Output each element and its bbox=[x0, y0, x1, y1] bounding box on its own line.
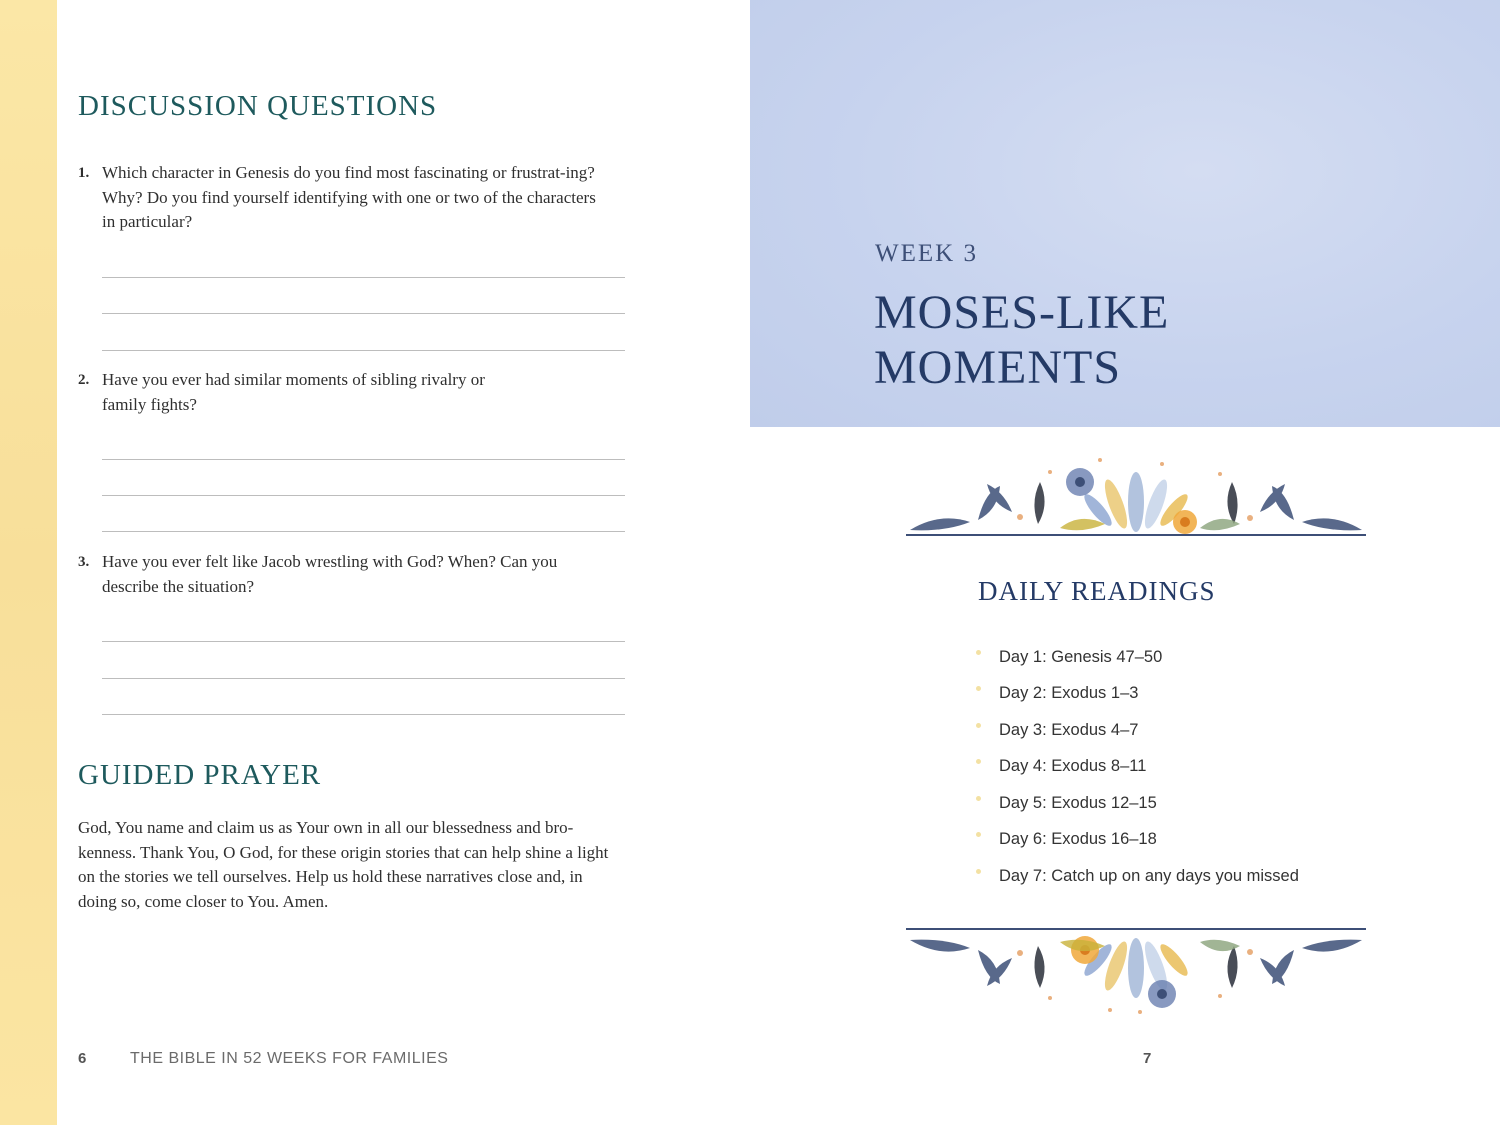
answer-line[interactable] bbox=[102, 350, 625, 351]
daily-readings-heading: DAILY READINGS bbox=[978, 576, 1216, 606]
reading-bullet bbox=[976, 869, 981, 874]
answer-line[interactable] bbox=[102, 531, 625, 532]
page-number-left: 6 bbox=[78, 1050, 87, 1067]
prayer-text: God, You name and claim us as Your own in all our blessedness and bro-kenness. Thank You, O God, for these origin stories that can help shine a light on the stories we tell ourselves. Help us hold these narratives close and, in doing so, come closer to You. Amen. bbox=[78, 818, 609, 911]
answer-line[interactable] bbox=[102, 678, 625, 679]
week-label: WEEK 3 bbox=[875, 240, 978, 267]
reading-bullet bbox=[976, 650, 981, 655]
reading-bullet bbox=[976, 686, 981, 691]
question-number: 2. bbox=[78, 372, 90, 388]
divider-line-top bbox=[906, 534, 1366, 536]
answer-line[interactable] bbox=[102, 495, 625, 496]
reading-bullet bbox=[976, 723, 981, 728]
floral-ornament-top-icon bbox=[900, 452, 1372, 542]
week-title bbox=[874, 285, 1169, 395]
reading-bullet bbox=[976, 759, 981, 764]
reading-item-day-7: Day 7: Catch up on any days you missed bbox=[999, 867, 1299, 885]
reading-item-day-4: Day 4: Exodus 8–11 bbox=[999, 757, 1147, 775]
reading-item-day-6: Day 6: Exodus 16–18 bbox=[999, 830, 1157, 848]
question-text: Have you ever had similar moments of sibling rivalry or family fights? bbox=[102, 370, 485, 414]
running-footer-title: THE BIBLE IN 52 WEEKS FOR FAMILIES bbox=[130, 1050, 449, 1067]
week-title-line-2: MOMENTS bbox=[874, 341, 1122, 394]
reading-item-day-3: Day 3: Exodus 4–7 bbox=[999, 721, 1139, 739]
question-text: Which character in Genesis do you find most fascinating or frustrat-ing? Why? Do you find yourself identifying with one or two of the characters in particular? bbox=[102, 163, 596, 231]
question-text: Have you ever felt like Jacob wrestling with God? When? Can you describe the situation? bbox=[102, 552, 558, 596]
left-edge-strip bbox=[0, 0, 57, 1125]
reading-item-day-2: Day 2: Exodus 1–3 bbox=[999, 684, 1139, 702]
reading-item-day-5: Day 5: Exodus 12–15 bbox=[999, 794, 1157, 812]
question-item-2 bbox=[78, 368, 638, 418]
question-item-3 bbox=[78, 550, 638, 600]
question-number: 1. bbox=[78, 165, 90, 181]
discussion-questions-heading: DISCUSSION QUESTIONS bbox=[78, 90, 438, 122]
reading-bullet bbox=[976, 832, 981, 837]
answer-line[interactable] bbox=[102, 641, 625, 642]
answer-line[interactable] bbox=[102, 277, 625, 278]
guided-prayer-heading: GUIDED PRAYER bbox=[78, 759, 322, 791]
reading-item-day-1: Day 1: Genesis 47–50 bbox=[999, 648, 1163, 666]
answer-line[interactable] bbox=[102, 459, 625, 460]
page-number-right: 7 bbox=[1143, 1050, 1152, 1067]
reading-bullet bbox=[976, 796, 981, 801]
answer-line[interactable] bbox=[102, 714, 625, 715]
floral-ornament-bottom-icon bbox=[900, 928, 1372, 1020]
answer-line[interactable] bbox=[102, 313, 625, 314]
question-item-1 bbox=[78, 161, 638, 236]
week-title-line-1: MOSES-LIKE bbox=[874, 286, 1170, 339]
question-number: 3. bbox=[78, 554, 90, 570]
